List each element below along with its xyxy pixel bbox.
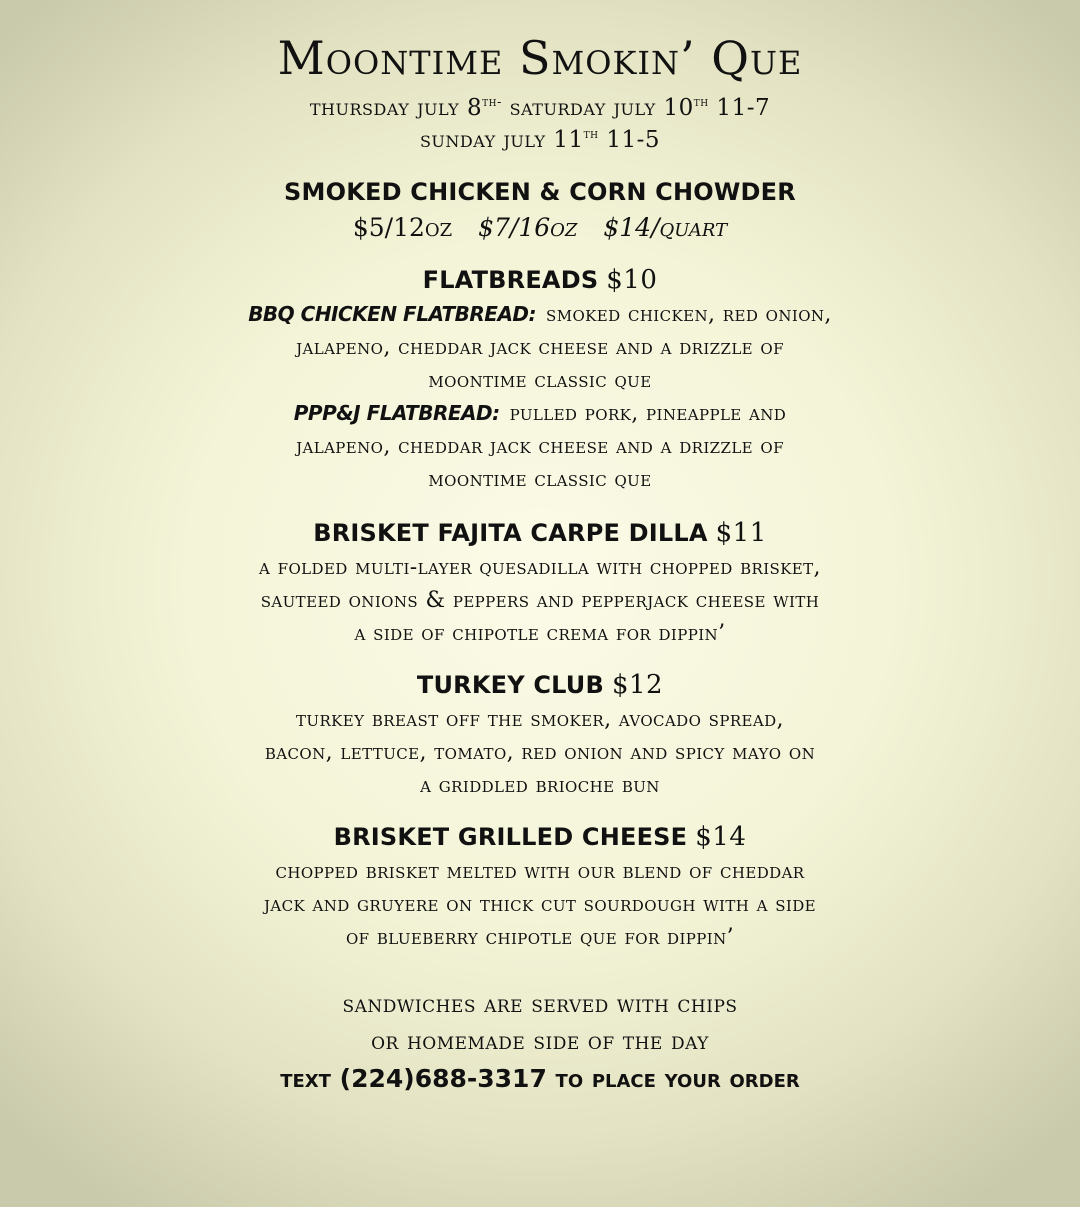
flatbreads-heading: [60, 262, 1020, 298]
order-phone-number: (224)688-3317: [339, 1064, 547, 1093]
turkey-section: [60, 667, 1020, 802]
hours-line-2: [0, 124, 1080, 156]
grilled-cheese-line-2: jack and gruyere on thick cut sourdough with a side: [263, 892, 817, 917]
grilled-cheese-line-1: chopped brisket melted with our blend of cheddar: [275, 859, 805, 884]
flatbread-1-line-2: jalapeno, cheddar jack cheese and a drizzle of: [296, 335, 784, 360]
order-text-prefix: text: [280, 1064, 340, 1093]
chowder-heading: [60, 174, 1020, 210]
flatbreads-price: $10: [606, 265, 658, 295]
chowder-size-12oz: $5/12oz: [352, 213, 453, 242]
flatbread-2-name: PPP&J FLATBREAD:: [293, 401, 500, 425]
turkey-line-2: bacon, lettuce, tomato, red onion and spicy mayo on: [264, 740, 816, 765]
chowder-section: [60, 174, 1020, 246]
flatbread-2-line-2: jalapeno, cheddar jack cheese and a drizzle of: [296, 434, 784, 459]
hours-time-1: 11-7: [708, 95, 771, 121]
chowder-size-quart: $14/quart: [603, 213, 728, 242]
hours-sunday: sunday july 11: [419, 127, 584, 153]
turkey-line-3: a griddled brioche bun: [420, 773, 660, 798]
flatbreads-section: [60, 262, 1020, 496]
chowder-name: SMOKED CHICKEN & CORN CHOWDER: [284, 178, 796, 206]
turkey-price: $12: [611, 670, 664, 700]
hours-time-2: 11-5: [598, 127, 661, 153]
hours-saturday: saturday july 10: [501, 95, 694, 121]
chowder-sizes: [60, 210, 1020, 246]
hours-saturday-suffix: th: [693, 95, 709, 110]
flatbread-1-line-1: BBQ CHICKEN FLATBREAD: smoked chicken, red onion,: [248, 302, 832, 327]
fajita-line-1: a folded multi-layer quesadilla with chopped brisket,: [259, 555, 821, 580]
turkey-heading: [60, 667, 1020, 703]
fajita-line-2: sauteed onions & peppers and pepperjack cheese with: [260, 588, 820, 613]
fajita-price: $11: [715, 518, 767, 548]
grilled-cheese-price: $14: [695, 822, 747, 852]
fajita-line-3: a side of chipotle crema for dippin’: [354, 621, 726, 646]
hours-sunday-suffix: th: [583, 127, 599, 142]
menu-title: Moontime Smokin’ Que: [277, 31, 803, 85]
turkey-line-1: turkey breast off the smoker, avocado spread,: [296, 707, 784, 732]
grilled-cheese-line-3: of blueberry chipotle que for dippin’: [345, 925, 735, 950]
flatbread-1-name: BBQ CHICKEN FLATBREAD:: [248, 302, 537, 326]
flatbread-2-line-1: PPP&J FLATBREAD: pulled pork, pineapple and: [293, 401, 787, 426]
hours-thursday-suffix: th-: [482, 95, 502, 110]
flatbread-2-line-3: moontime classic que: [428, 467, 652, 492]
flatbread-1-line-3: moontime classic que: [428, 368, 652, 393]
hours-thursday: thursday july 8: [309, 95, 483, 121]
turkey-name: TURKEY CLUB: [416, 671, 604, 699]
footer-sides-line-2: or homemade side of the day: [371, 1027, 709, 1055]
fajita-heading: [60, 515, 1020, 551]
order-text-suffix: to place your order: [546, 1064, 800, 1093]
grilled-cheese-name: BRISKET GRILLED CHEESE: [333, 823, 688, 851]
hours-line-1: [0, 92, 1080, 124]
grilled-cheese-section: [60, 819, 1020, 954]
footer-section: [60, 986, 1020, 1098]
fajita-section: [60, 515, 1020, 650]
footer-sides-line-1: sandwiches are served with chips: [342, 990, 738, 1018]
flatbreads-name: FLATBREADS: [422, 266, 599, 294]
grilled-cheese-heading: [60, 819, 1020, 855]
fajita-name: BRISKET FAJITA CARPE DILLA: [313, 519, 708, 547]
order-instruction: [60, 1060, 1020, 1098]
chowder-size-16oz: $7/16oz: [478, 213, 578, 242]
